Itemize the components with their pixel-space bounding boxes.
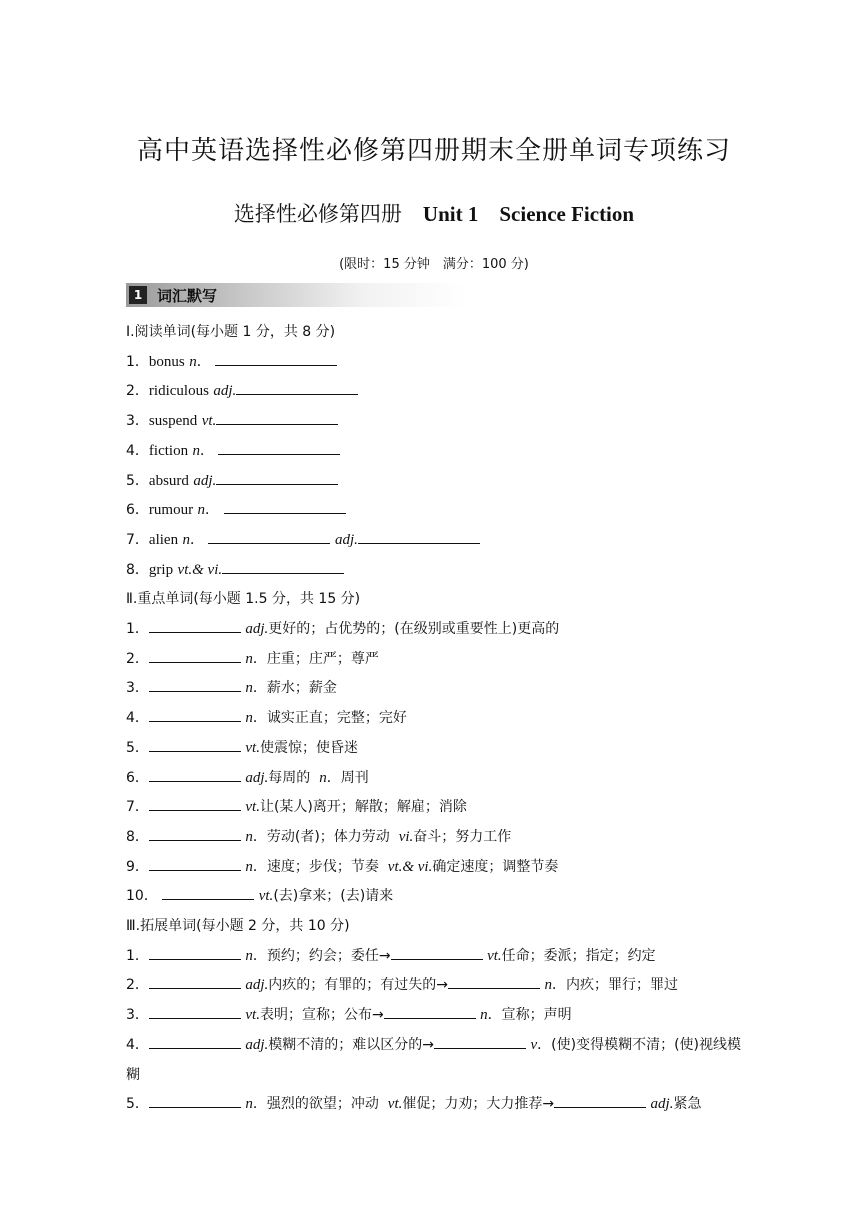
reading-item: 4．fiction n． (126, 437, 746, 467)
group-heading-extended: Ⅲ.拓展单词(每小题 2 分，共 10 分) (126, 918, 350, 935)
section-header (126, 283, 466, 307)
vocab-word: grip (148, 561, 174, 578)
answer-blank[interactable] (149, 1092, 241, 1108)
group-heading-reading: Ⅰ.阅读单词(每小题 1 分，共 8 分) (126, 324, 336, 340)
vocab-word: rumour (148, 502, 194, 519)
vocab-word: ridiculous (148, 383, 209, 400)
unit-number: Unit 1 (422, 202, 479, 226)
answer-blank[interactable] (149, 647, 241, 663)
answer-blank[interactable] (149, 766, 241, 782)
key-item: 4． n．诚实正直；完整；完好 (126, 704, 746, 734)
unit-topic: Science Fiction (499, 202, 635, 226)
vocab-word: bonus (148, 353, 185, 370)
book-name: 选择性必修第四册 (233, 202, 402, 226)
reading-item: 8．grip vt.& vi. (126, 556, 746, 586)
answer-blank[interactable] (384, 1003, 476, 1019)
answer-blank[interactable] (218, 439, 340, 455)
key-item: 7． vt.让(某人)离开；解散；解雇；消除 (126, 793, 746, 823)
key-item: 6． adj.每周的 n．周刊 (126, 764, 746, 794)
key-item: 10． vt.(去)拿来；(去)请来 (126, 882, 746, 912)
answer-blank[interactable] (391, 944, 483, 960)
vocab-word: suspend (148, 413, 198, 430)
reading-item: 6．rumour n． (126, 496, 746, 526)
extended-item: 3． vt.表明；宣称；公布→ n．宣称；声明 (126, 1001, 746, 1031)
answer-blank[interactable] (149, 973, 241, 989)
answer-blank[interactable] (149, 855, 241, 871)
answer-blank[interactable] (149, 676, 241, 692)
answer-blank[interactable] (216, 409, 338, 425)
reading-item: 7．alien n． adj. (126, 526, 746, 556)
answer-blank[interactable] (149, 736, 241, 752)
answer-blank[interactable] (448, 973, 540, 989)
key-item: 9． n．速度；步伐；节奏 vt.& vi.确定速度；调整节奏 (126, 853, 746, 883)
answer-blank[interactable] (162, 884, 254, 900)
key-item: 1． adj.更好的；占优势的；(在级别或重要性上)更高的 (126, 615, 746, 645)
extended-item: 5． n．强烈的欲望；冲动 vt.催促；力劝；大力推荐→ adj.紧急 (126, 1090, 746, 1120)
vocab-word: absurd (148, 472, 189, 489)
answer-blank[interactable] (149, 1033, 241, 1049)
key-item: 8． n．劳动(者)；体力劳动 vi.奋斗；努力工作 (126, 823, 746, 853)
group-heading-key: Ⅱ.重点单词(每小题 1.5 分，共 15 分) (126, 591, 361, 608)
answer-blank[interactable] (216, 469, 338, 485)
answer-blank[interactable] (236, 379, 358, 395)
section-title: 词汇默写 (157, 286, 218, 305)
vocab-word: alien (148, 531, 179, 548)
answer-blank[interactable] (149, 825, 241, 841)
reading-item: 5．absurd adj. (126, 467, 746, 497)
reading-item: 1．bonus n． (126, 348, 746, 378)
key-item: 3． n．薪水；薪金 (126, 674, 746, 704)
extended-item: 1． n．预约；约会；委任→ vt.任命；委派；指定；约定 (126, 942, 746, 972)
answer-blank[interactable] (149, 795, 241, 811)
answer-blank[interactable] (434, 1033, 526, 1049)
answer-blank[interactable] (224, 498, 346, 514)
answer-blank[interactable] (149, 1003, 241, 1019)
answer-blank[interactable] (222, 558, 344, 574)
answer-blank[interactable] (149, 944, 241, 960)
answer-blank[interactable] (149, 706, 241, 722)
answer-blank[interactable] (149, 617, 241, 633)
unit-header (0, 198, 868, 228)
time-score-info: (限时：15 分钟 满分：100 分) (339, 257, 529, 272)
answer-blank[interactable] (358, 528, 480, 544)
answer-blank[interactable] (208, 528, 330, 544)
section-number-icon: 1 (129, 286, 147, 304)
vocab-word: fiction (148, 442, 189, 459)
extended-item: 2． adj.内疚的；有罪的；有过失的→ n．内疚；罪行；罪过 (126, 971, 746, 1001)
reading-item: 2．ridiculous adj. (126, 377, 746, 407)
extended-item: 4． adj.模糊不清的；难以区分的→ v．(使)变得模糊不清；(使)视线模糊 (126, 1031, 746, 1090)
answer-blank[interactable] (554, 1092, 646, 1108)
document-title: 高中英语选择性必修第四册期末全册单词专项练习 (136, 136, 731, 166)
exercise-body (126, 318, 746, 1120)
answer-blank[interactable] (215, 350, 337, 366)
reading-item: 3．suspend vt. (126, 407, 746, 437)
key-item: 2． n．庄重；庄严；尊严 (126, 645, 746, 675)
key-item: 5． vt.使震惊；使昏迷 (126, 734, 746, 764)
